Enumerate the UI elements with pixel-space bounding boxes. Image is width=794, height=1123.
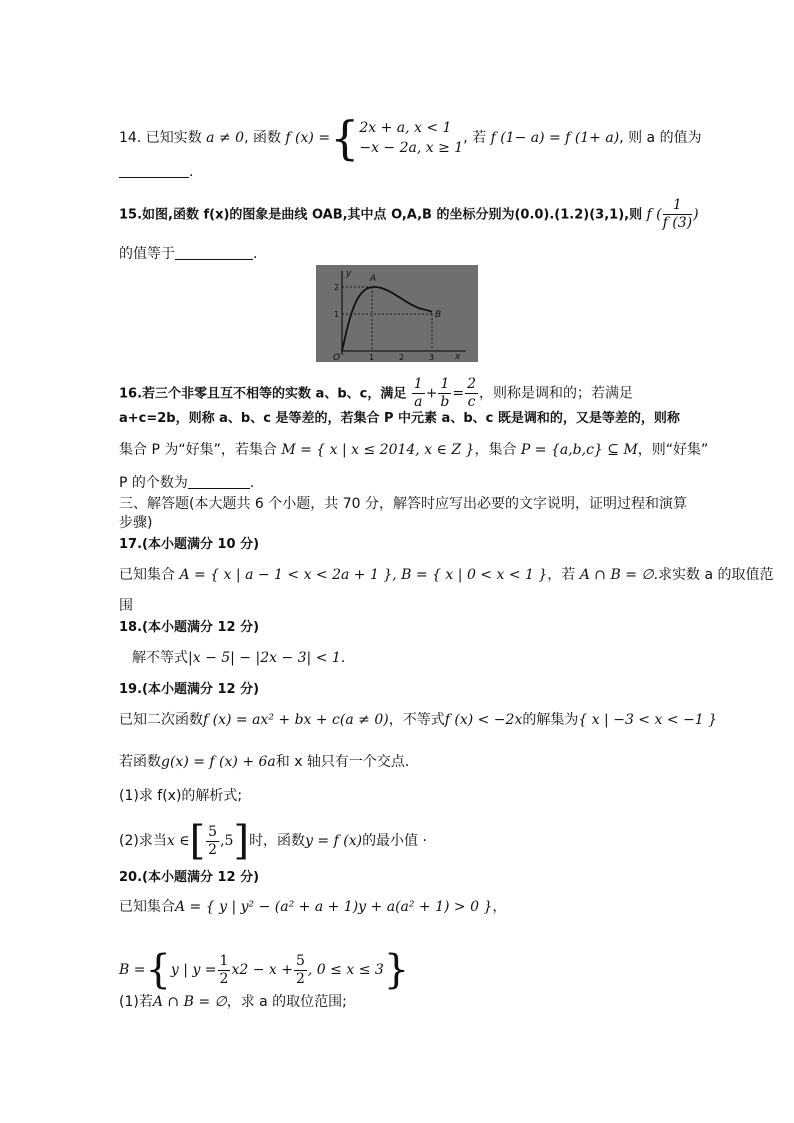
q19-p2c: 的最小值 · — [362, 833, 427, 849]
q19-x-in: x ∈ — [166, 833, 190, 849]
graph-label-o: O — [333, 353, 341, 362]
q15-fraction-den: f (3) — [662, 215, 693, 231]
graph-tick-3: 3 — [429, 353, 435, 362]
q16-answer-blank — [188, 474, 250, 489]
graph-ytick-2: 2 — [334, 283, 340, 292]
q14-end: . — [189, 164, 194, 180]
q17-b: ，若 — [547, 567, 576, 583]
q19-part-1: (1)求 f(x)的解析式; — [119, 788, 243, 804]
q20-right-brace: } — [383, 947, 410, 993]
q19-function: f (x) = ax² + bx + c(a ≠ 0) — [203, 712, 389, 728]
q19-solution-set: { x | −3 < x < −1 } — [578, 712, 718, 728]
q14-equation: f (1− a) = f (1+ a) — [490, 130, 620, 146]
q19-fraction — [206, 824, 219, 859]
q16-fraction-2 — [438, 376, 451, 411]
q16-line4: P 的个数为 — [119, 475, 188, 491]
q14-answer-blank — [119, 163, 189, 178]
q16-f2-num: 1 — [440, 376, 450, 392]
q19-p2a: (2)求当 — [119, 833, 167, 849]
q20-f2-den: 2 — [295, 970, 305, 987]
q19-upper: ,5 — [220, 833, 234, 849]
q16-line3b: ，集合 — [474, 442, 517, 458]
graph-tick-2: 2 — [399, 353, 405, 362]
q17-sets: A = { x | a − 1 < x < 2a + 1 }, B = { x | 0 < x < 1 } — [179, 567, 548, 583]
graph-label-b: B — [435, 310, 442, 320]
q16-plus: + — [425, 385, 438, 402]
q20-line-2 — [119, 947, 410, 993]
q20-condition: A ∩ B = ∅ — [152, 994, 227, 1010]
q20-f1-num: 1 — [219, 952, 229, 969]
q20-comma: ， — [492, 899, 507, 915]
q14-if: , 若 — [463, 130, 487, 146]
q17-line-1 — [119, 565, 774, 585]
q20-b-part-2: y | y = — [170, 962, 217, 978]
q18-end: . — [340, 650, 346, 666]
q20-line-1 — [119, 897, 506, 917]
q14-left-brace: { — [330, 111, 360, 165]
function-graph-image — [316, 265, 478, 362]
q19-b: ，不等式 — [388, 712, 445, 728]
q19-a: 已知二次函数 — [119, 712, 203, 728]
q17-c: .求实数 a 的取值范 — [653, 567, 774, 583]
q16-set-m: M = { x | x ≤ 2014, x ∈ Z } — [281, 442, 475, 458]
q18-heading: 18.(本小题满分 12 分) — [119, 620, 260, 635]
q20-p1b: ，求 a 的取位范围; — [226, 994, 347, 1010]
q19-fraction-num: 5 — [208, 823, 218, 840]
q16-line3c: ，则“好集” — [637, 442, 709, 458]
q19-c: 的解集为 — [522, 712, 579, 728]
q19-line-2 — [119, 752, 409, 772]
q15-fraction-num: 1 — [663, 197, 692, 215]
q16-f2-den: b — [440, 394, 450, 410]
q15-prefix: 15.如图,函数 f(x)的图象是曲线 OAB,其中点 O,A,B 的坐标分别为(0.0).(1.2)(3,1),则 — [119, 207, 643, 223]
q18-line — [132, 648, 345, 668]
q16-f3-den: c — [467, 394, 476, 410]
q16-set-p: P = {a,b,c} ⊆ M — [520, 442, 638, 458]
q20-part-1 — [119, 992, 347, 1012]
q15-end: . — [253, 246, 258, 262]
q15-close: ) — [693, 206, 699, 223]
q16-line-3 — [119, 440, 708, 460]
graph-label-x: x — [455, 352, 461, 362]
q18-a: 解不等式 — [132, 650, 188, 666]
q19-right-bracket: ] — [233, 818, 250, 864]
q14-case-2: −x − 2a, x ≥ 1 — [359, 140, 464, 156]
q15-f: f ( — [646, 206, 662, 223]
graph-background — [316, 265, 478, 362]
q16-f3-num: 2 — [467, 376, 477, 392]
q15-fraction — [663, 197, 692, 232]
q19-p2b: 时，函数 — [249, 833, 306, 849]
q20-heading: 20.(本小题满分 12 分) — [119, 870, 260, 885]
q19-line2b: 和 x 轴只有一个交点. — [275, 754, 410, 770]
q17-line-2: 围 — [119, 598, 133, 614]
q19-fraction-den: 2 — [208, 841, 218, 858]
q19-left-bracket: [ — [189, 818, 206, 864]
q20-fraction-2 — [294, 953, 307, 988]
q17-condition: A ∩ B = ∅ — [579, 567, 654, 583]
q15-line — [119, 197, 699, 232]
q16-prefix: 16.若三个非零且互不相等的实数 a、b、c，满足 — [119, 386, 407, 402]
q19-heading: 19.(本小题满分 12 分) — [119, 682, 260, 697]
q14-tail: , 则 a 的值为 — [619, 130, 702, 146]
q16-f1-num: 1 — [413, 376, 423, 392]
q20-set-a: A = { y | y² − (a² + a + 1)y + a(a² + 1) > 0 } — [175, 899, 493, 915]
q15-line2-text: 的值等于 — [119, 246, 175, 262]
q15-answer-blank — [175, 245, 253, 260]
q20-f1-den: 2 — [219, 970, 229, 987]
q20-a: 已知集合 — [119, 899, 175, 915]
q20-b-label: B = — [119, 962, 146, 978]
graph-label-y: y — [346, 269, 352, 279]
q14-line — [119, 111, 702, 165]
q16-line-1 — [119, 376, 633, 411]
q19-y-function: y = f (x) — [305, 833, 363, 849]
q19-part-2 — [119, 818, 427, 864]
q19-g-function: g(x) = f (x) + 6a — [161, 754, 276, 770]
q17-a: 已知集合 — [119, 567, 175, 583]
q20-b-part-3: x2 − x + — [231, 962, 293, 978]
q19-line2a: 若函数 — [119, 754, 161, 770]
q16-line-2: a+c=2b，则称 a、b、c 是等差的，若集合 P 中元素 a、b、c 既是调和的，又是等差的，则称 — [119, 411, 680, 426]
q18-inequality: |x − 5| − |2x − 3| < 1 — [188, 650, 341, 666]
q16-fraction-3 — [465, 376, 478, 411]
q20-left-brace: { — [145, 947, 171, 993]
q19-inequality: f (x) < −2x — [444, 712, 523, 728]
q19-line-1 — [119, 710, 717, 730]
q16-end: . — [249, 475, 255, 491]
q14-answer-line — [119, 162, 193, 182]
q20-fraction-1 — [218, 953, 231, 988]
graph-ytick-1: 1 — [334, 310, 340, 319]
q20-b-part-4: , 0 ≤ x ≤ 3 — [307, 962, 384, 978]
q16-fraction-1 — [412, 376, 425, 411]
section-3-line-1: 三、解答题(本大题共 6 个小题，共 70 分，解答时应写出必要的文字说明，证明过程和演算 — [119, 496, 687, 512]
q16-rest: ，则称是调和的；若满足 — [479, 385, 634, 402]
q16-f1-den: a — [414, 394, 423, 410]
q16-line-4 — [119, 473, 254, 493]
q17-heading: 17.(本小题满分 10 分) — [119, 537, 260, 552]
q16-line3a: 集合 P 为“好集”，若集合 — [119, 442, 277, 458]
section-3-line-2: 步骤) — [119, 515, 153, 531]
q16-equals: = — [452, 385, 465, 402]
q20-f2-num: 5 — [295, 952, 305, 969]
q15-line-2 — [119, 244, 257, 264]
q14-mid: , 函数 — [244, 130, 281, 146]
q14-case-1: 2x + a, x < 1 — [359, 120, 452, 136]
q14-piecewise-cases — [359, 118, 463, 158]
graph-label-a: A — [370, 274, 377, 284]
q20-p1a: (1)若 — [119, 994, 153, 1010]
q14-function: f (x) = — [285, 130, 331, 146]
graph-tick-1: 1 — [369, 353, 375, 362]
q14-condition: a ≠ 0 — [206, 130, 245, 146]
q14-prefix: 14. 已知实数 — [119, 130, 202, 146]
